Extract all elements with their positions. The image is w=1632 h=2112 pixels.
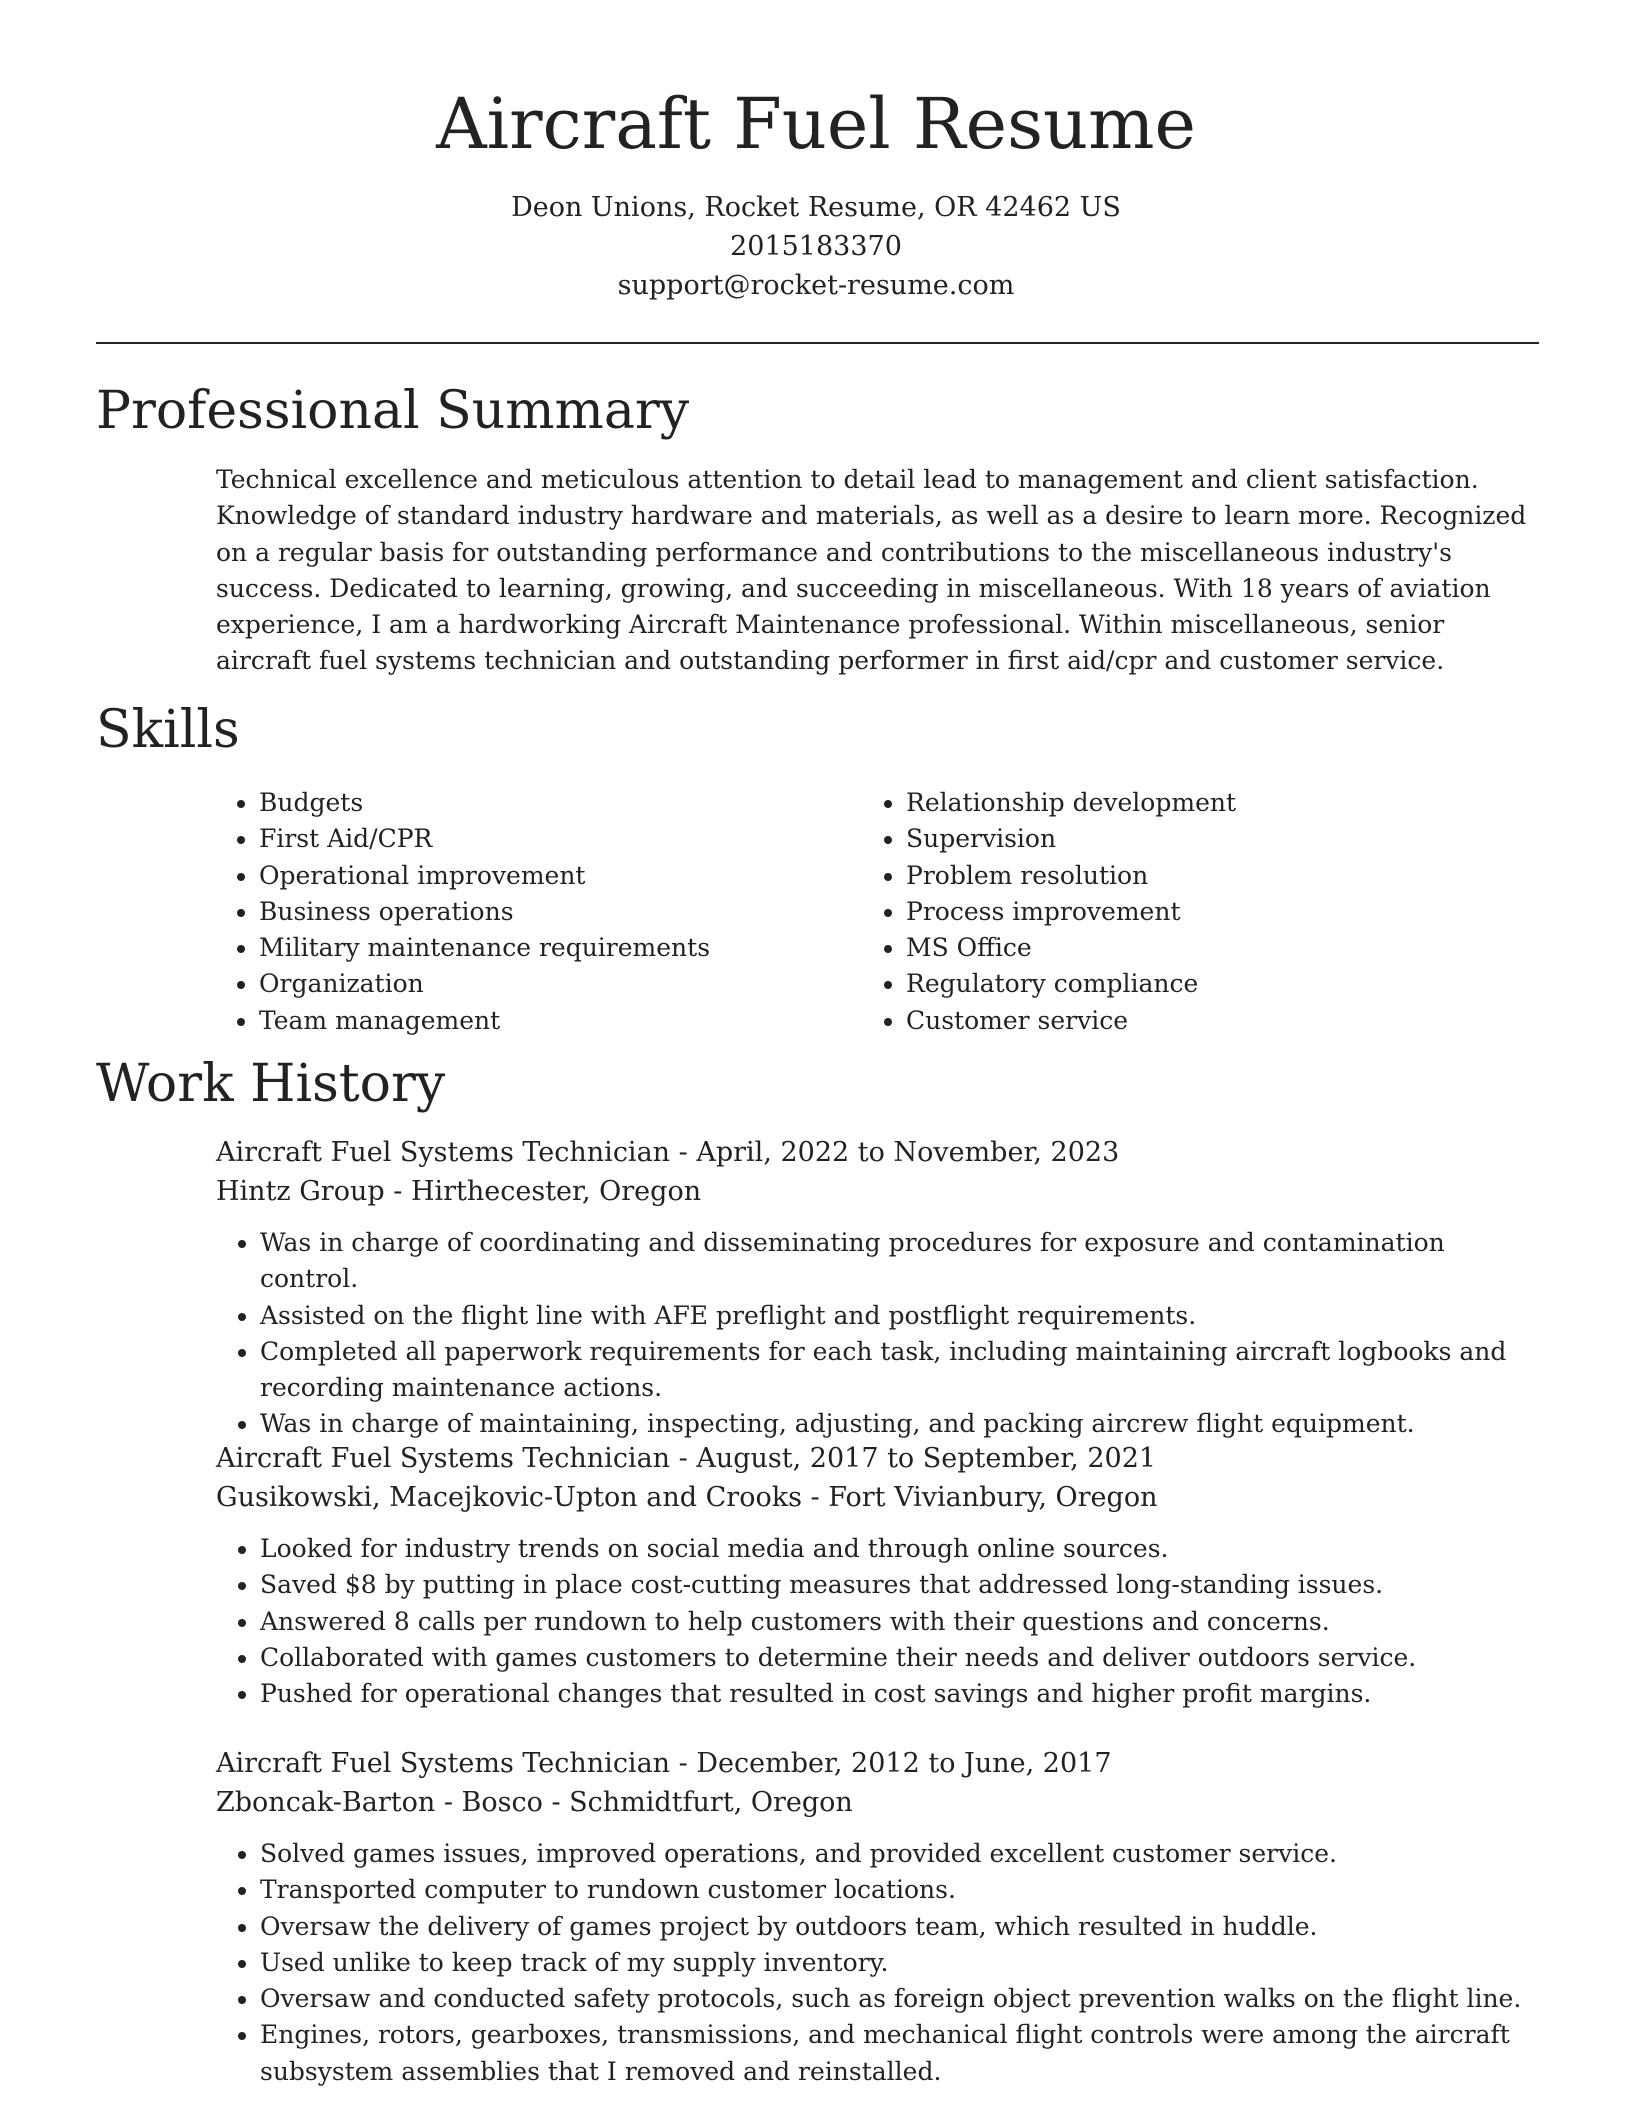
job-title-line	[216, 1744, 1546, 1783]
separator: -	[670, 1137, 697, 1168]
contact-address: Deon Unions, Rocket Resume, OR 42462 US	[511, 192, 1121, 223]
separator: -	[384, 1176, 411, 1207]
job-location: Fort Vivianbury, Oregon	[828, 1482, 1158, 1513]
job-bullet: • Engines, rotors, gearboxes, transmissions, and mechanical flight controls were among the aircraft subsystem assemblies that I removed and reinstalled.	[260, 2017, 1546, 2090]
skill-item: • Supervision	[906, 821, 1462, 857]
skills-heading: Skills	[96, 700, 240, 760]
summary-text: Technical excellence and meticulous attention to detail lead to management and client satisfaction. Knowledge of standard industry hardware and materials, as well as a desire to learn more. Recognized on a regular basis for outstanding performance and contributions to the miscellaneous industry's success. Dedicated to learning, growing, and succeeding in miscellaneous. With 18 years of aviation experience, I am a hardworking Aircraft Maintenance professional. Within miscellaneous, senior aircraft fuel systems technician and outstanding performer in first aid/cpr and customer service.	[216, 465, 1527, 676]
skill-item: • Military maintenance requirements	[259, 930, 815, 966]
job-title-line	[216, 1133, 1546, 1172]
skills-list-right	[862, 785, 1462, 1039]
skill-item: • Problem resolution	[906, 858, 1462, 894]
skill-item: • Relationship development	[906, 785, 1462, 821]
job-dates: December, 2012 to June, 2017	[696, 1748, 1112, 1779]
summary-heading: Professional Summary	[96, 381, 690, 441]
job-title: Aircraft Fuel Systems Technician	[216, 1748, 671, 1779]
job-bullet: • Was in charge of maintaining, inspecting, adjusting, and packing aircrew flight equipment.	[260, 1406, 1546, 1442]
separator: -	[670, 1443, 697, 1474]
skills-list-left	[215, 785, 815, 1039]
job-bullet: • Collaborated with games customers to determine their needs and deliver outdoors service.	[260, 1640, 1546, 1676]
job-company-line	[216, 1783, 1546, 1822]
job-location: Schmidtfurt, Oregon	[569, 1787, 853, 1818]
separator: -	[542, 1787, 570, 1818]
skill-item: • Business operations	[259, 894, 815, 930]
separator: -	[801, 1482, 829, 1513]
contact-phone: 2015183370	[730, 231, 902, 262]
job-title: Aircraft Fuel Systems Technician	[216, 1137, 671, 1168]
skill-item: • Organization	[259, 966, 815, 1002]
resume-header	[0, 0, 1632, 305]
job-title-line	[216, 1439, 1546, 1478]
job-bullets	[216, 1225, 1546, 1443]
job-bullet: • Was in charge of coordinating and disseminating procedures for exposure and contamination control.	[260, 1225, 1546, 1298]
job-bullet: • Solved games issues, improved operations, and provided excellent customer service.	[260, 1836, 1546, 1872]
job-company: Gusikowski, Macejkovic-Upton and Crooks	[216, 1482, 802, 1513]
job-company: Zboncak-Barton - Bosco	[216, 1787, 543, 1818]
resume-title: Aircraft Fuel Resume	[436, 83, 1196, 165]
contact-email: support@rocket-resume.com	[617, 270, 1015, 301]
skill-item: • Team management	[259, 1003, 815, 1039]
job-entry	[216, 1744, 1546, 2090]
job-bullet: • Pushed for operational changes that resulted in cost savings and higher profit margins.	[260, 1676, 1546, 1712]
job-bullets	[216, 1531, 1546, 1712]
job-bullet: • Completed all paperwork requirements for each task, including maintaining aircraft logbooks and recording maintenance actions.	[260, 1334, 1546, 1407]
contact-block	[0, 188, 1632, 305]
job-company-line	[216, 1172, 1546, 1211]
job-bullet: • Looked for industry trends on social media and through online sources.	[260, 1531, 1546, 1567]
job-bullet: • Assisted on the flight line with AFE preflight and postflight requirements.	[260, 1298, 1546, 1334]
job-company: Hintz Group	[216, 1176, 385, 1207]
job-location: Hirthecester, Oregon	[410, 1176, 702, 1207]
job-dates: August, 2017 to September, 2021	[696, 1443, 1157, 1474]
job-title: Aircraft Fuel Systems Technician	[216, 1443, 671, 1474]
job-bullet: • Transported computer to rundown customer locations.	[260, 1872, 1546, 1908]
job-bullet: • Saved $8 by putting in place cost-cutting measures that addressed long-standing issues.	[260, 1567, 1546, 1603]
skill-item: • Operational improvement	[259, 858, 815, 894]
skills-left-column	[215, 785, 815, 1039]
skill-item: • MS Office	[906, 930, 1462, 966]
job-bullet: • Oversaw and conducted safety protocols, such as foreign object prevention walks on the flight line.	[260, 1981, 1546, 2017]
job-entry	[216, 1133, 1546, 1443]
header-divider	[96, 342, 1539, 344]
work-history-heading: Work History	[96, 1054, 446, 1114]
job-dates: April, 2022 to November, 2023	[696, 1137, 1120, 1168]
job-bullet: • Used unlike to keep track of my supply inventory.	[260, 1945, 1546, 1981]
job-bullet: • Answered 8 calls per rundown to help customers with their questions and concerns.	[260, 1604, 1546, 1640]
skill-item: • Regulatory compliance	[906, 966, 1462, 1002]
separator: -	[670, 1748, 697, 1779]
skill-item: • Budgets	[259, 785, 815, 821]
job-company-line	[216, 1478, 1546, 1517]
skill-item: • Process improvement	[906, 894, 1462, 930]
skill-item: • Customer service	[906, 1003, 1462, 1039]
job-bullets	[216, 1836, 1546, 2090]
skill-item: • First Aid/CPR	[259, 821, 815, 857]
job-bullet: • Oversaw the delivery of games project by outdoors team, which resulted in huddle.	[260, 1909, 1546, 1945]
skills-right-column	[862, 785, 1462, 1039]
job-entry	[216, 1439, 1546, 1712]
